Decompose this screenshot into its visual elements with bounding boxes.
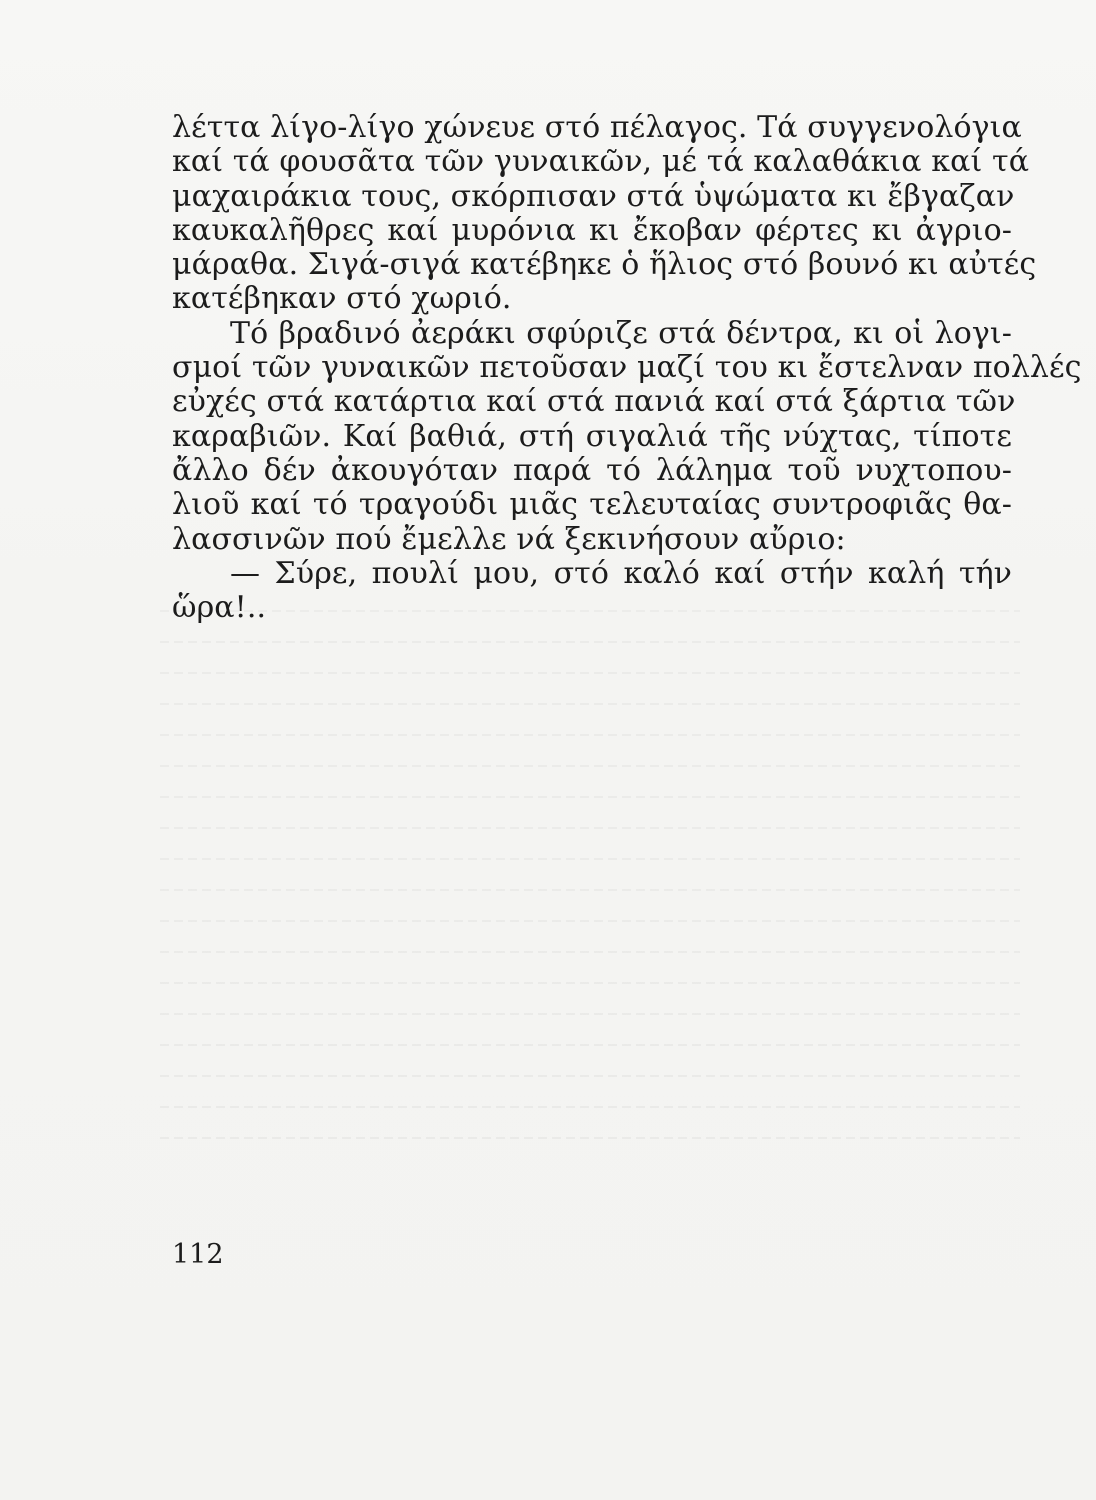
text-line: καυκαλῆθρες καί μυρόνια κι ἔκοβαν φέρτες κι ἀγριο- (172, 212, 1012, 248)
paragraph-1 (172, 110, 1037, 317)
text-line: λιοῦ καί τό τραγούδι μιᾶς τελευταίας συντροφιᾶς θα- (172, 487, 1012, 523)
show-through-text (160, 610, 1020, 1230)
text-line: — Σύρε, πουλί μου, στό καλό καί στήν καλή τήν (230, 555, 1012, 591)
text-line: εὐχές στά κατάρτια καί στά πανιά καί στά ξάρτια τῶν (172, 384, 1016, 420)
text-line: ἄλλο δέν ἀκουγόταν παρά τό λάλημα τοῦ νυχτοπου- (172, 452, 1012, 488)
text-line: ὥρα!.. (172, 590, 267, 626)
text-line: λασσινῶν πού ἔμελλε νά ξεκινήσουν αὔριο: (172, 521, 846, 557)
text-line: καραβιῶν. Καί βαθιά, στή σιγαλιά τῆς νύχτας, τίποτε (172, 418, 1012, 454)
paragraph-2 (172, 315, 1082, 557)
text-line: λέττα λίγο-λίγο χώνευε στό πέλαγος. Τά συγγενολόγια (172, 110, 1022, 145)
text-line: μάραθα. Σιγά-σιγά κατέβηκε ὁ ἥλιος στό βουνό κι αὐτές (172, 247, 1037, 283)
text-line: Τό βραδινό ἀεράκι σφύριζε στά δέντρα, κι οἱ λογι- (230, 315, 1012, 351)
text-line: σμοί τῶν γυναικῶν πετοῦσαν μαζί του κι ἔστελναν πολλές (172, 350, 1082, 386)
page-number: 112 (172, 1239, 224, 1270)
text-line: μαχαιράκια τους, σκόρπισαν στά ὑψώματα κι ἔβγαζαν (172, 178, 1015, 214)
text-line: κατέβηκαν στό χωριό. (172, 281, 512, 317)
text-line: καί τά φουσᾶτα τῶν γυναικῶν, μέ τά καλαθάκια καί τά (172, 144, 1030, 180)
main-text (172, 110, 1082, 626)
paragraph-3-dialogue (172, 557, 1012, 626)
